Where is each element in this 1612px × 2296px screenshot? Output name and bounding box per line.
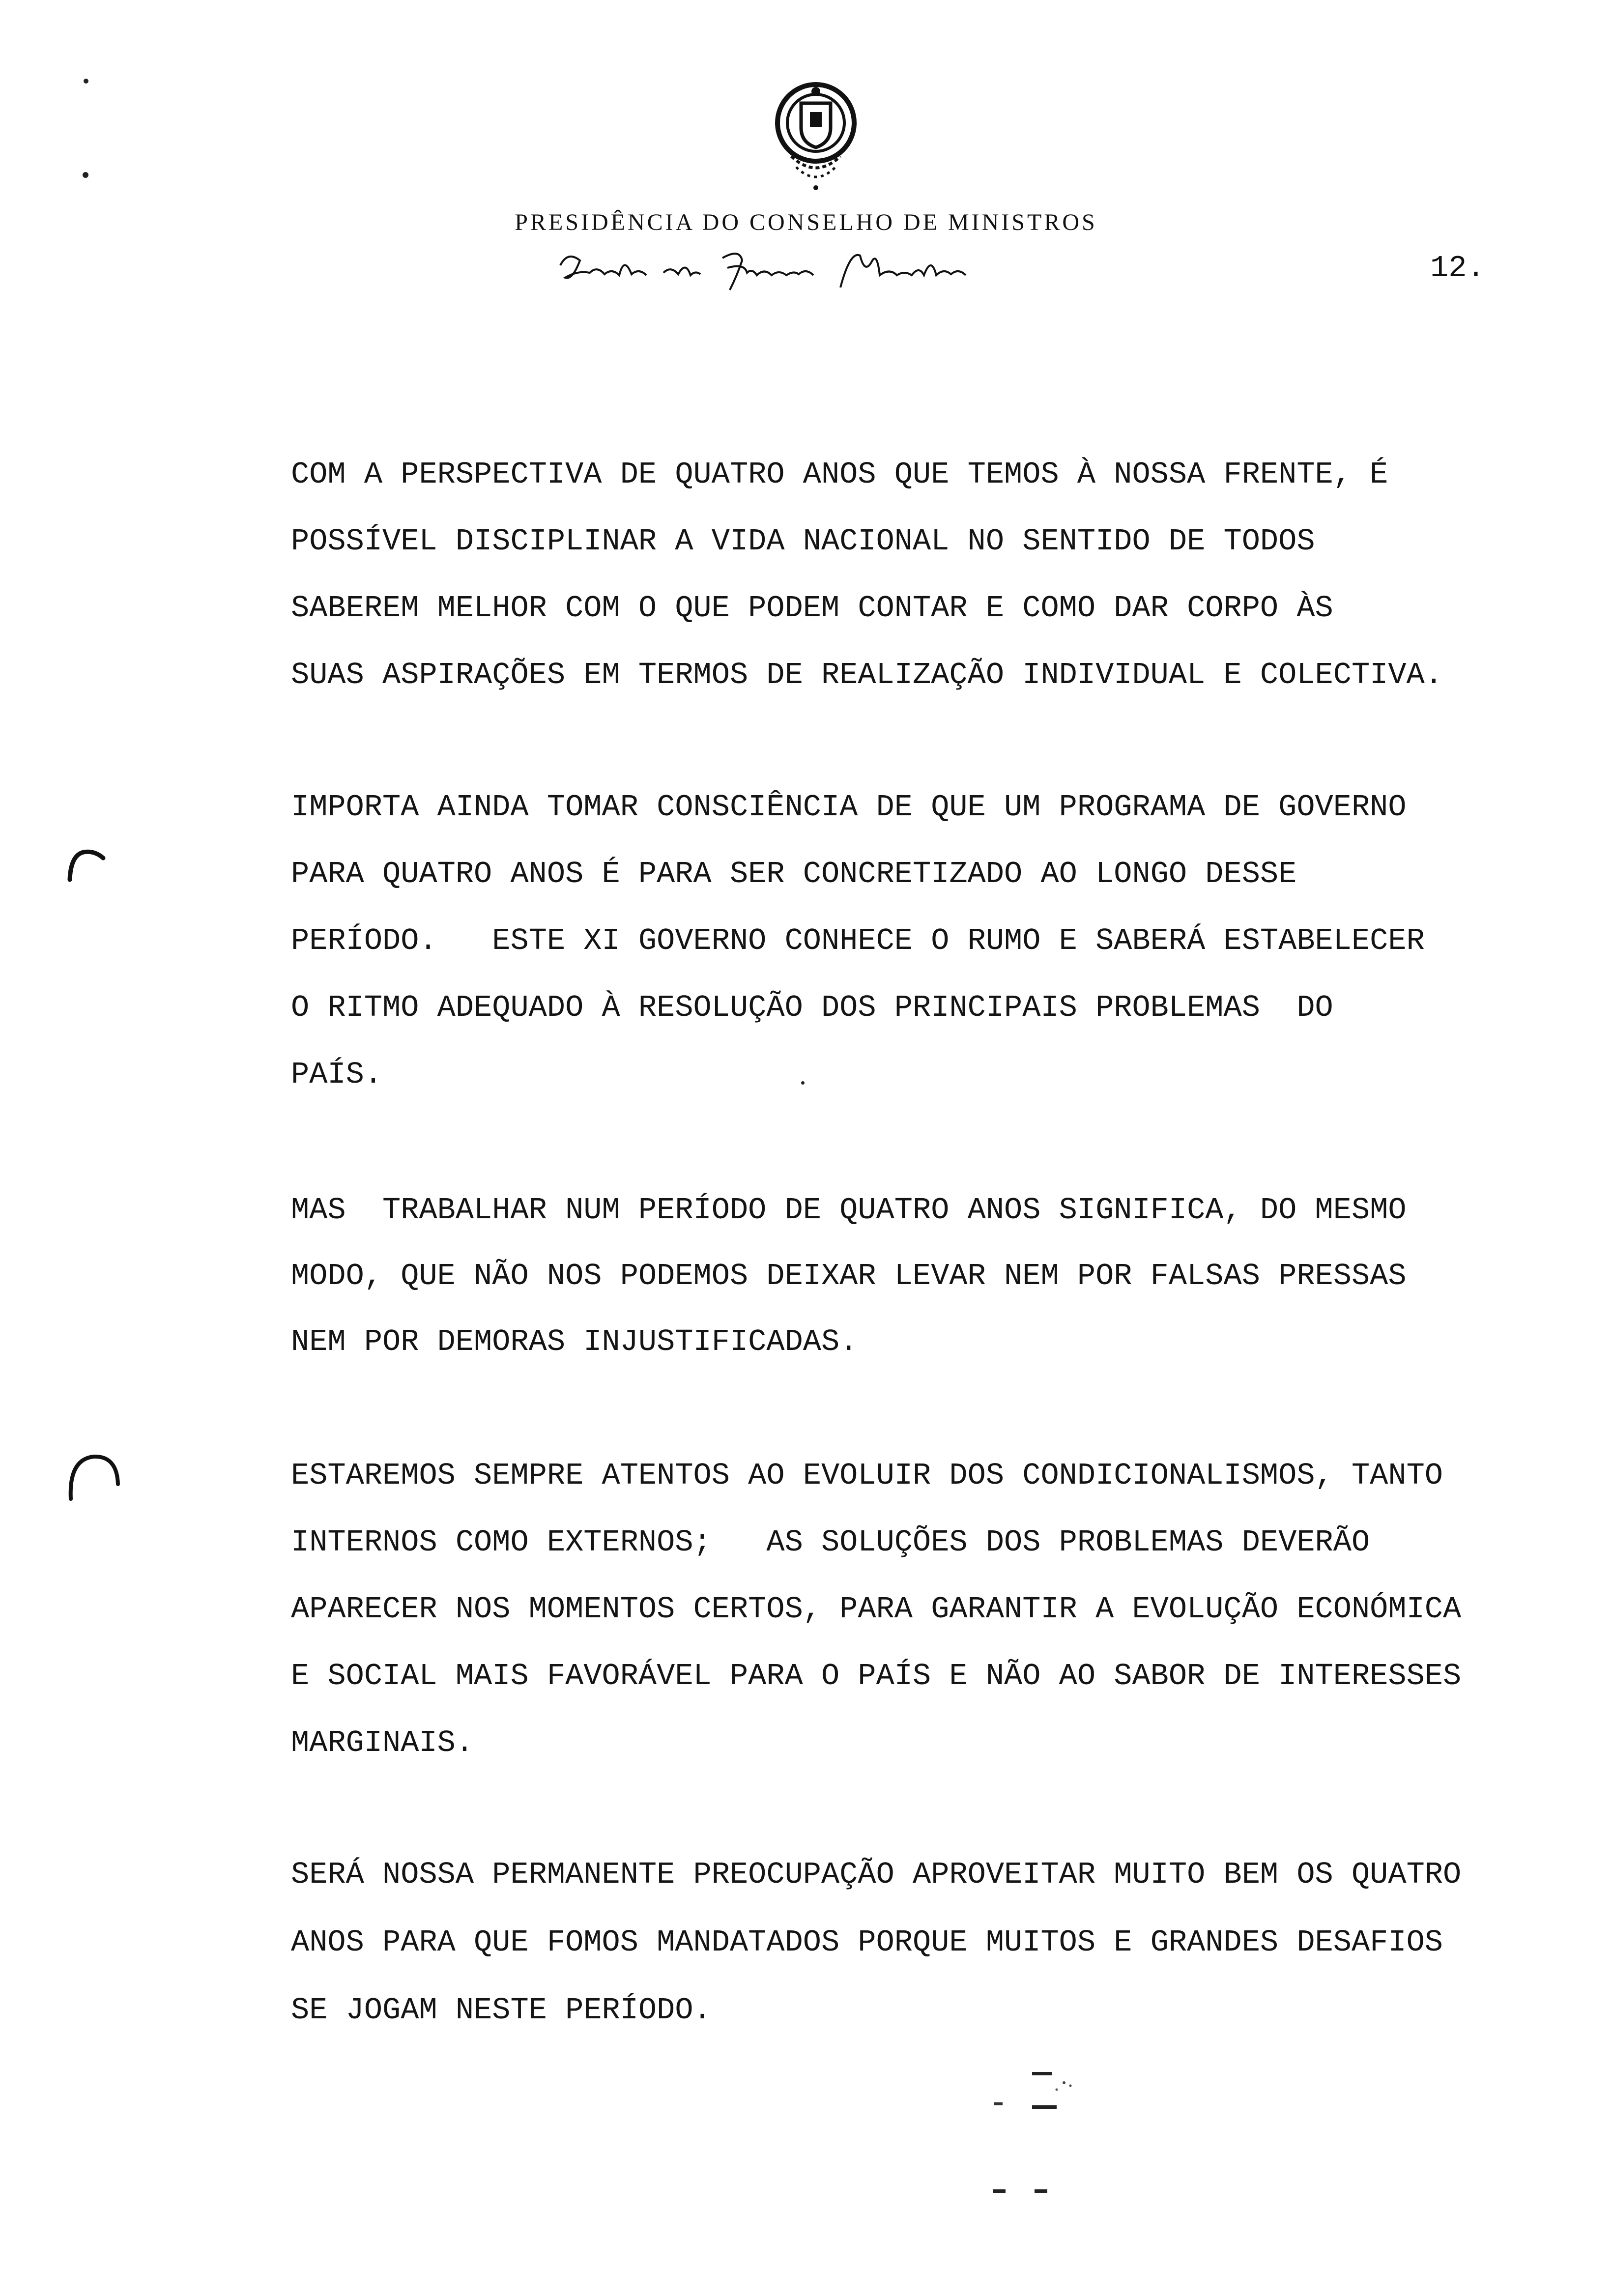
text-line: APARECER NOS MOMENTOS CERTOS, PARA GARANTIR A EVOLUÇÃO ECONÓMICA [291, 1592, 1462, 1627]
text-line: MAS TRABALHAR NUM PERÍODO DE QUATRO ANOS SIGNIFICA, DO MESMO [291, 1193, 1407, 1228]
text-line: ANOS PARA QUE FOMOS MANDATADOS PORQUE MUITOS E GRANDES DESAFIOS [291, 1925, 1443, 1960]
text-line: POSSÍVEL DISCIPLINAR A VIDA NACIONAL NO SENTIDO DE TODOS [291, 524, 1315, 559]
page-number: 12. [1430, 251, 1485, 286]
text-line: NEM POR DEMORAS INJUSTIFICADAS. [291, 1324, 858, 1359]
text-line: SABEREM MELHOR COM O QUE PODEM CONTAR E COMO DAR CORPO ÀS [291, 591, 1333, 626]
text-line: PAÍS. [291, 1057, 383, 1092]
text-line: SUAS ASPIRAÇÕES EM TERMOS DE REALIZAÇÃO INDIVIDUAL E COLECTIVA. [291, 658, 1443, 692]
scan-speck [83, 172, 88, 178]
text-line: PARA QUATRO ANOS É PARA SER CONCRETIZADO AO LONGO DESSE [291, 857, 1297, 891]
coat-of-arms-emblem [757, 74, 875, 197]
text-line: INTERNOS COMO EXTERNOS; AS SOLUÇÕES DOS PROBLEMAS DEVERÃO [291, 1525, 1370, 1560]
letterhead-organization: PRESIDÊNCIA DO CONSELHO DE MINISTROS [515, 209, 1097, 235]
text-line: E SOCIAL MAIS FAVORÁVEL PARA O PAÍS E NÃO AO SABOR DE INTERESSES [291, 1659, 1462, 1693]
text-line: IMPORTA AINDA TOMAR CONSCIÊNCIA DE QUE UM PROGRAMA DE GOVERNO [291, 790, 1407, 825]
text-line: SE JOGAM NESTE PERÍODO. [291, 1993, 712, 2028]
text-line: SERÁ NOSSA PERMANENTE PREOCUPAÇÃO APROVEITAR MUITO BEM OS QUATRO [291, 1857, 1462, 1892]
text-line: ESTAREMOS SEMPRE ATENTOS AO EVOLUIR DOS CONDICIONALISMOS, TANTO [291, 1458, 1443, 1493]
punch-hole-mark [64, 845, 113, 885]
text-line: O RITMO ADEQUADO À RESOLUÇÃO DOS PRINCIPAIS PROBLEMAS DO [291, 990, 1333, 1025]
text-line: COM A PERSPECTIVA DE QUATRO ANOS QUE TEMOS À NOSSA FRENTE, É [291, 457, 1388, 492]
text-line: MODO, QUE NÃO NOS PODEMOS DEIXAR LEVAR NEM POR FALSAS PRESSAS [291, 1259, 1407, 1293]
bottom-dash-marks [988, 2184, 1057, 2199]
punch-hole-mark [64, 1450, 123, 1504]
handwritten-office-line [550, 246, 1003, 295]
text-line: MARGINAIS. [291, 1725, 474, 1760]
text-line: PERÍODO. ESTE XI GOVERNO CONHECE O RUMO E SABERÁ ESTABELECER [291, 923, 1425, 958]
bottom-scan-marks [983, 2064, 1081, 2123]
scan-speck [84, 79, 88, 84]
scan-speck [801, 1081, 805, 1085]
